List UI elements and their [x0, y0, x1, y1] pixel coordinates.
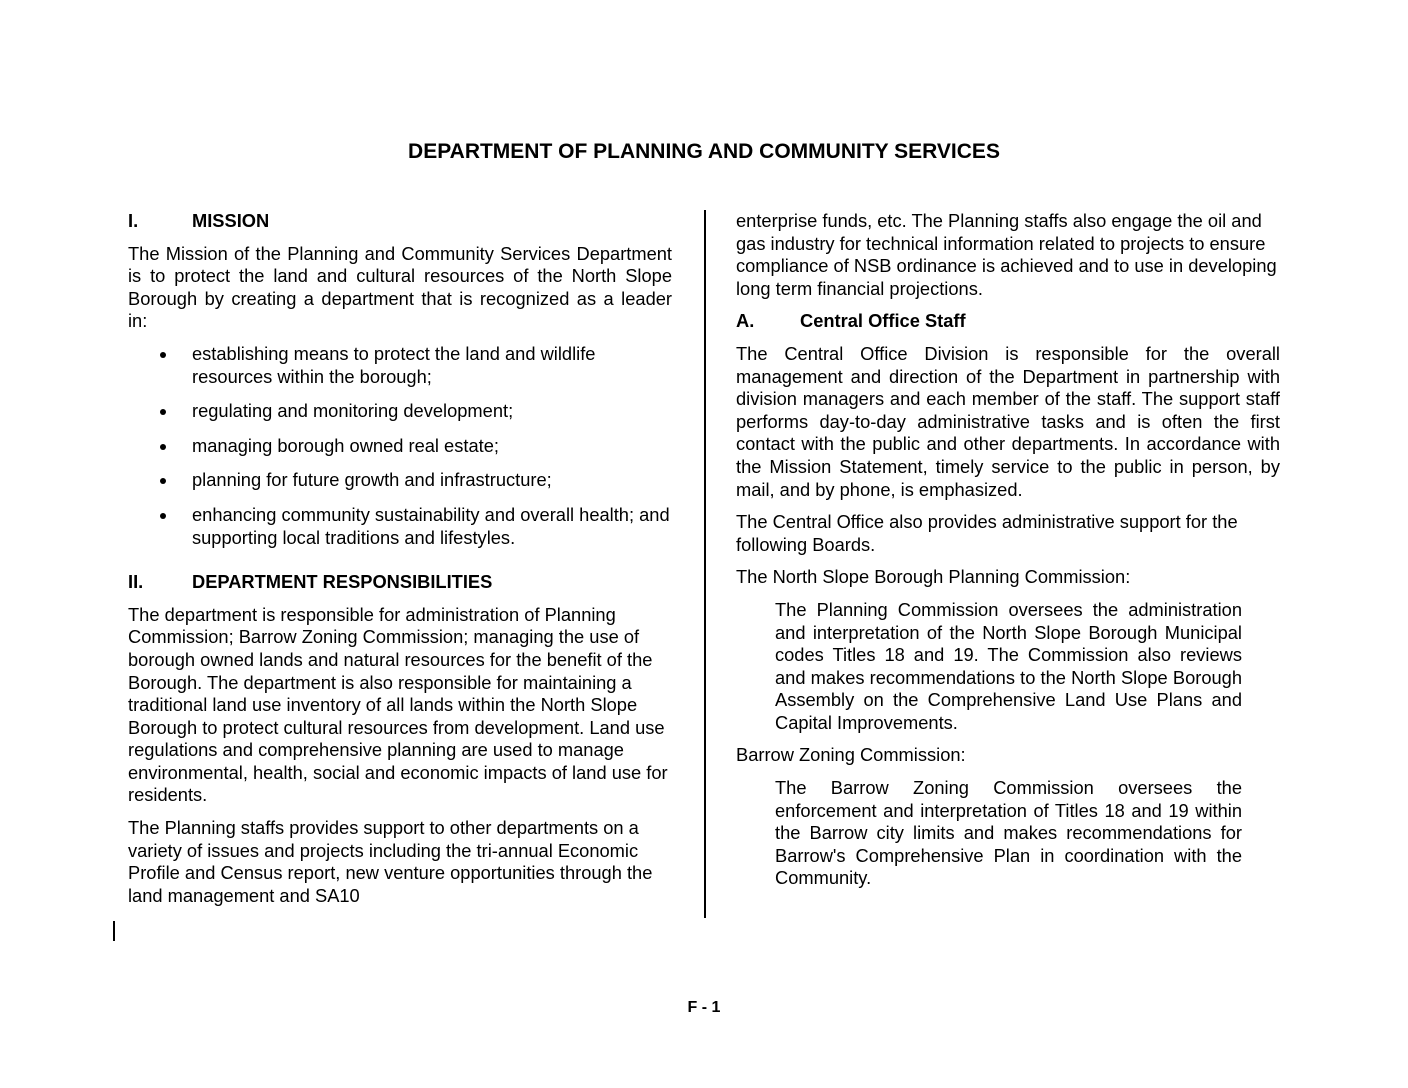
section-title: MISSION: [192, 210, 270, 231]
planning-commission-label: The North Slope Borough Planning Commission:: [736, 566, 1131, 588]
right-column: [736, 210, 1280, 900]
boards-intro-paragraph: The Central Office also provides administrative support for the following Boards.: [736, 511, 1238, 555]
bullet-icon: [160, 513, 166, 519]
section-number: II.: [128, 571, 144, 593]
section-heading-responsibilities: [128, 571, 672, 594]
left-column: [128, 210, 672, 917]
list-item: establishing means to protect the land and wildlife resources within the borough;: [128, 343, 672, 388]
planning-commission-text: The Planning Commission oversees the administration and interpretation of the North Slope Borough Municipal codes Titles 18 and 19. The Commission also reviews and makes recommendations to the North Slope Borough Assembly on the Comprehensive Land Use Plans and Capital Improvements.: [775, 598, 1242, 733]
column-divider: [704, 210, 706, 918]
list-item: managing borough owned real estate;: [128, 435, 672, 458]
list-item: planning for future growth and infrastructure;: [128, 469, 672, 492]
list-item: regulating and monitoring development;: [128, 400, 672, 423]
mission-intro: The Mission of the Planning and Community Services Department is to protect the land and cultural resources of the North Slope Borough by creating a department that is recognized as a leader in:: [128, 242, 672, 332]
section-title: DEPARTMENT RESPONSIBILITIES: [192, 571, 493, 593]
planning-staff-paragraph: The Planning staffs provides support to other departments on a variety of issues and projects including the tri-annual Economic Profile and Census report, new venture opportunities through the land management and SA10: [128, 817, 653, 906]
section-heading-central-office: [736, 310, 1280, 333]
bullet-icon: [160, 444, 166, 450]
section-title: Central Office Staff: [800, 310, 966, 332]
bullet-icon: [160, 478, 166, 484]
page-number: F - 1: [687, 999, 721, 1016]
central-office-paragraph: The Central Office Division is responsible for the overall management and direction of the Department in partnership with division managers and each member of the staff. The support staff performs day-to-day administrative tasks and is often the first contact with the public and other departments. In accordance with the Mission Statement, timely service to the public in person, by mail, and by phone, is emphasized.: [736, 342, 1280, 500]
responsibilities-paragraph: The department is responsible for administration of Planning Commission; Barrow Zoning Commission; managing the use of borough owned lands and natural resources for the benefit of the Borough. The department is also responsible for maintaining a traditional land use inventory of all lands within the North Slope Borough to protect cultural resources from development. Land use regulations and comprehensive planning are used to manage environmental, health, social and economic impacts of land use for residents.: [128, 603, 668, 806]
page-title: DEPARTMENT OF PLANNING AND COMMUNITY SERVICES: [408, 140, 1000, 163]
continuation-paragraph: enterprise funds, etc. The Planning staffs also engage the oil and gas industry for technical information related to projects to ensure compliance of NSB ordinance is achieved and to use in developing long term financial projections.: [736, 210, 1277, 299]
section-number: I.: [128, 210, 139, 231]
change-bar-mark: [113, 921, 115, 941]
list-item: enhancing community sustainability and overall health; and supporting local traditions and lifestyles.: [128, 504, 672, 549]
zoning-commission-text: The Barrow Zoning Commission oversees the enforcement and interpretation of Titles 18 and 19 within the Barrow city limits and makes recommendations for Barrow's Comprehensive Plan in coordination with the Community.: [775, 777, 1242, 889]
bullet-icon: [160, 409, 166, 415]
section-number: A.: [736, 310, 755, 332]
section-heading-mission: [128, 210, 672, 233]
zoning-commission-label: Barrow Zoning Commission:: [736, 744, 966, 766]
mission-bullet-list: [128, 343, 672, 549]
bullet-icon: [160, 352, 166, 358]
